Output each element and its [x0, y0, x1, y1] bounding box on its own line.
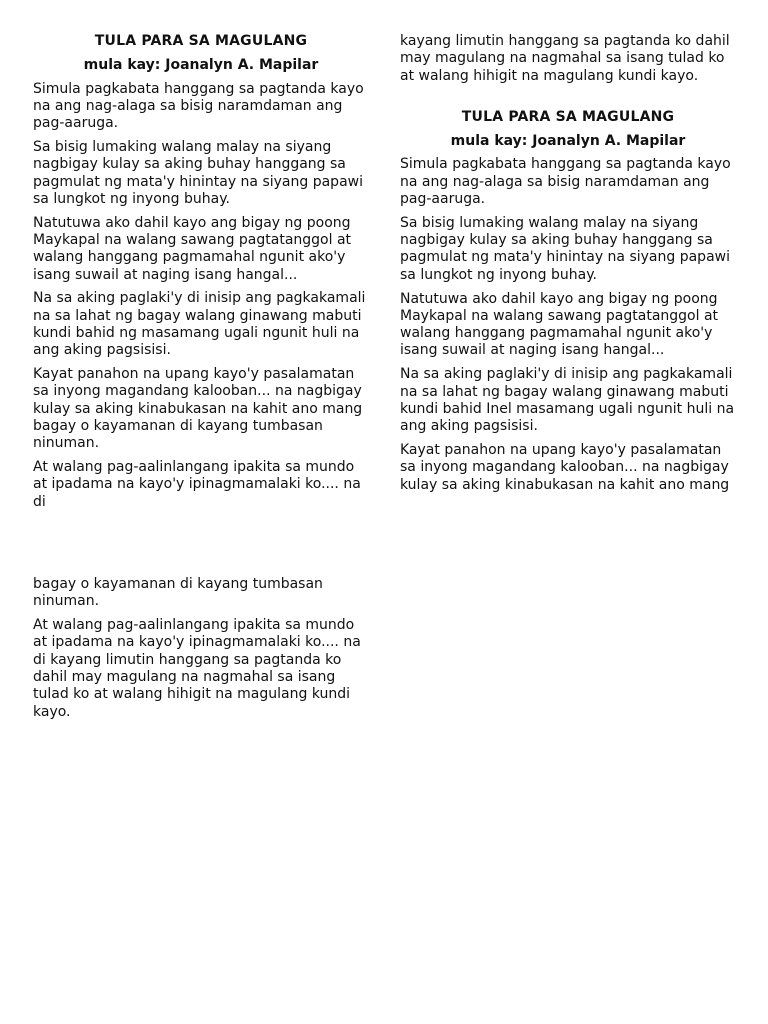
poem-title: TULA PARA SA MAGULANG: [94, 33, 308, 49]
poem-stanza: Kayat panahon na upang kayo'y pasalamatan sa inyong magandang kalooban... na nagbigay kulay sa aking kinabukasan na kahit ano mang bagay o kayamanan di kayang tumbasan ninuman.: [33, 366, 363, 452]
poem-author: mula kay: Joanalyn A. Mapilar: [450, 132, 686, 149]
poem-stanza: Natutuwa ako dahil kayo ang bigay ng poong Maykapal na walang sawang pagtatanggol at walang hanggang pagmamahal ngunit ako'y isang suwail at naging isang hangal...: [33, 214, 352, 283]
poem-stanza: At walang pag-aalinlangang ipakita sa mundo at ipadama na kayo'y ipinagmamalaki ko.... na di kayang limutin hanggang sa pagtanda ko dahil may magulang na nagmahal sa isang tulad ko at walang hihigit na magulang kundi kayo.: [33, 617, 361, 720]
poem-stanza: Kayat panahon na upang kayo'y pasalamatan sa inyong magandang kalooban... na nagbigay kulay sa aking kinabukasan na kahit ano mang: [400, 441, 730, 493]
poem-stanza: Natutuwa ako dahil kayo ang bigay ng poong Maykapal na walang sawang pagtatanggol at walang hanggang pagmamahal ngunit ako'y isang suwail at naging isang hangal...: [400, 290, 719, 359]
poem-stanza: Na sa aking paglaki'y di inisip ang pagkakamali na sa lahat ng bagay walang ginawang mabuti kundi bahid Inel masamang ugali ngunit huli na ang aking pagsisisi.: [400, 366, 735, 435]
poem-stanza: At walang pag-aalinlangang ipakita sa mundo at ipadama na kayo'y ipinagmamalaki ko.... na di: [33, 459, 361, 510]
poem-stanza-continued: kayang limutin hanggang sa pagtanda ko dahil may magulang na nagmahal sa isang tulad ko at walang hihigit na magulang kundi kayo.: [400, 33, 730, 84]
left-column-continuation: [33, 576, 369, 727]
poem-author: mula kay: Joanalyn A. Mapilar: [83, 56, 319, 73]
poem-stanza: Na sa aking paglaki'y di inisip ang pagkakamali na sa lahat ng bagay walang ginawang mabuti kundi bahid ng masamang ugali ngunit huli na ang aking pagsisisi.: [33, 290, 366, 359]
poem-stanza: bagay o kayamanan di kayang tumbasan ninuman.: [33, 576, 323, 610]
poem-stanza: Sa bisig lumaking walang malay na siyang nagbigay kulay sa aking buhay hanggang sa pagmulat ng mata'y hinintay na siyang papawi sa lungkot ng inyong buhay.: [400, 214, 730, 283]
poem-stanza: Simula pagkabata hanggang sa pagtanda kayo na ang nag-alaga sa bisig naramdaman ang pag-aaruga.: [33, 80, 364, 132]
poem-stanza: Sa bisig lumaking walang malay na siyang nagbigay kulay sa aking buhay hanggang sa pagmulat ng mata'y hinintay na siyang papawi sa lungkot ng inyong buhay.: [33, 138, 363, 207]
left-column: [33, 33, 369, 517]
poem-stanza: Simula pagkabata hanggang sa pagtanda kayo na ang nag-alaga sa bisig naramdaman ang pag-aaruga.: [400, 156, 731, 208]
poem-title: TULA PARA SA MAGULANG: [461, 108, 675, 125]
right-column: [400, 33, 736, 500]
